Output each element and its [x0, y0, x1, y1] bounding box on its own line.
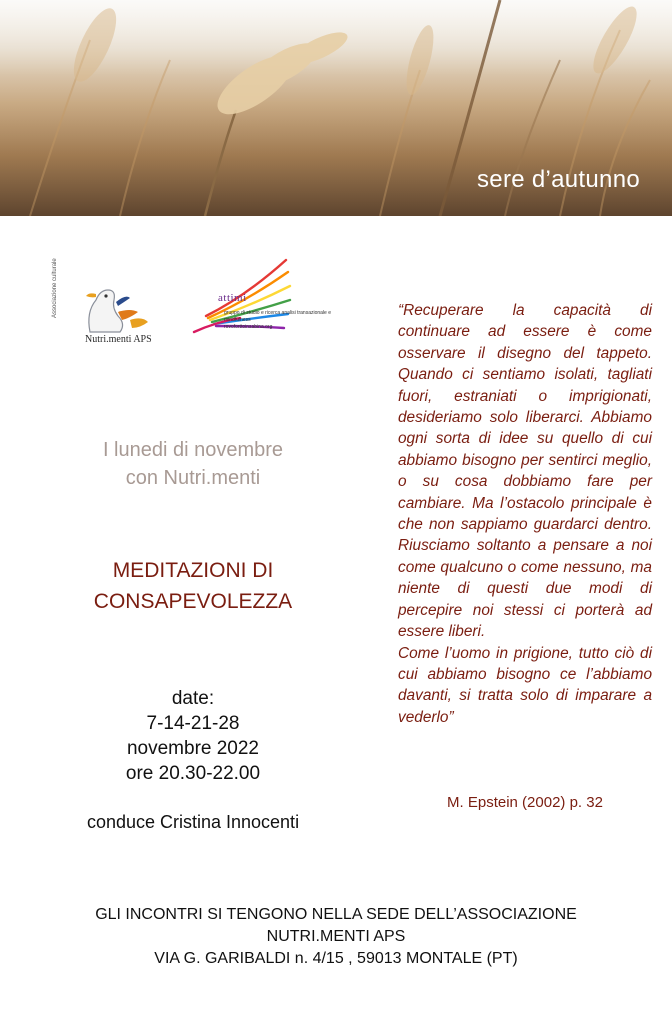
event-title-line-2: CONSAPEVOLEZZA	[93, 590, 293, 613]
footer-line-1: GLI INCONTRI SI TENGONO NELLA SEDE DELL’ASSOCIAZIONE	[95, 906, 577, 923]
footer-address: VIA G. GARIBALDI n. 4/15 , 59013 MONTALE (PT)	[154, 950, 518, 967]
attimi-url: rovoforttoinsabina.org	[224, 324, 273, 330]
intro-line-1: I lunedi di novembre	[102, 439, 284, 461]
dates-month: novembre 2022	[126, 738, 260, 759]
conductor: conduce Cristina Innocenti	[86, 812, 300, 832]
attimi-subtitle	[224, 310, 354, 331]
quote-citation: M. Epstein (2002) p. 32	[447, 794, 603, 811]
dates-days: 7-14-21-28	[146, 713, 240, 734]
nutri-vertical-text: Associazione culturale	[52, 258, 58, 318]
banner-title: sere d’autunno	[477, 166, 640, 193]
footer-line-2: NUTRI.MENTI APS	[266, 928, 406, 945]
event-title-line-1: MEDITAZIONI DI	[112, 559, 274, 582]
intro-line-2: con Nutri.menti	[125, 467, 261, 489]
attimi-description: gruppo di studio e ricerca analisi transazionale e mindfulness	[224, 310, 332, 323]
quote-paragraph-2: Come l’uomo in prigione, tutto ciò di cui abbiamo bisogno ce l’abbiamo davanti, si tratta solo di imparare a vederlo”	[398, 644, 652, 726]
event-time: ore 20.30-22.00	[125, 763, 261, 784]
quote-block	[398, 300, 652, 728]
quote-paragraph-1: “Recuperare la capacità di continuare ad essere è come osservare il disegno del tappeto. Quando ci sentiamo isolati, tagliati fuori, estraniati o imprigionati, desideriamo solo liberarci. Abbiamo ogni sorta di idee su quello di cui abbiamo bisogno per sentirci meglio, o su cosa dobbiamo fare per cambiare. Ma l’ostacolo principale è che non sappiamo guardarci dentro. Riusciamo soltanto a pensare a noi come qualcuno o come nessuno, ma niente di questi due modi di percepire noi stessi ci porterà ad essere liberi.	[398, 302, 652, 641]
attimi-wordmark: attimi	[218, 292, 247, 304]
attimi-logo	[186, 256, 316, 352]
dates-label: date:	[171, 688, 215, 709]
nutri-logo-label: Nutri.menti APS	[85, 334, 152, 345]
header-banner-image	[0, 0, 672, 216]
